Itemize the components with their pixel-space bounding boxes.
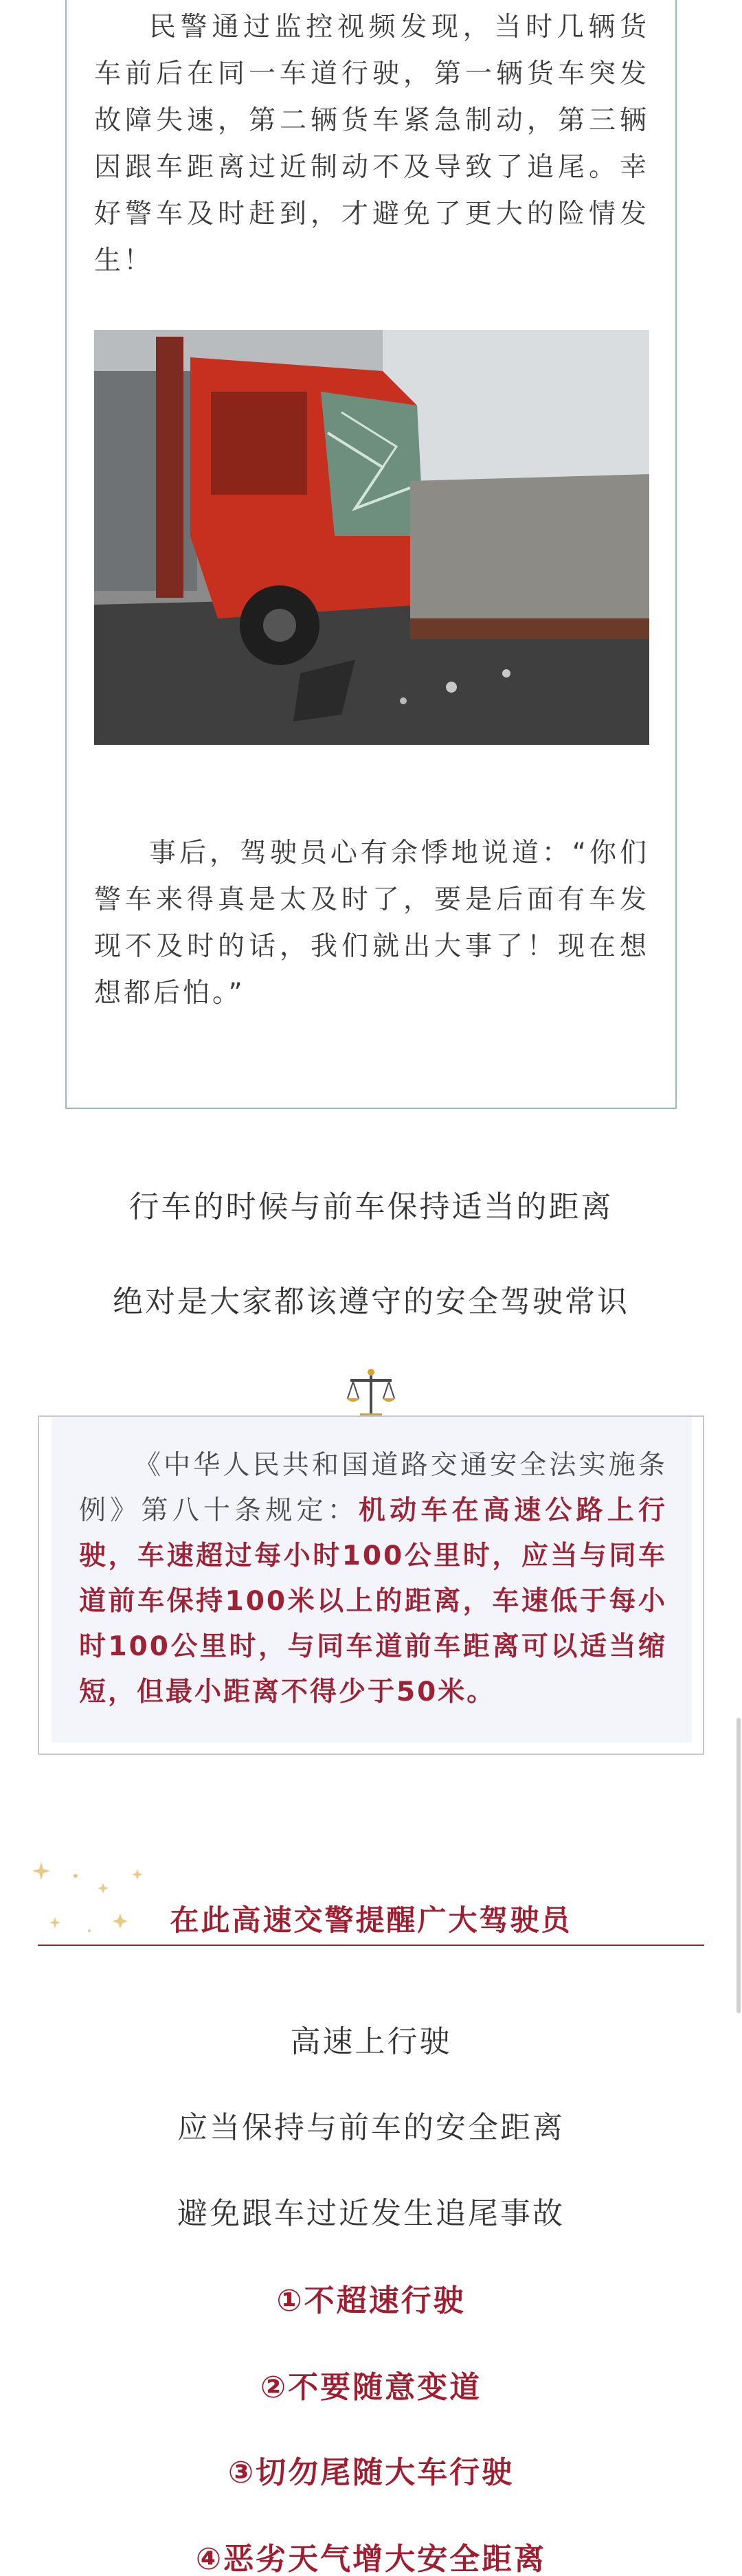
article-box (65, 0, 677, 1109)
article-paragraph-1: 民警通过监控视频发现，当时几辆货车前后在同一车道行驶，第一辆货车突发故障失速，第二辆货车紧急制动，第三辆因跟车距离过近制动不及导致了追尾。幸好警车及时赶到，才避免了更大的险情发生！ (94, 12, 649, 276)
safety-distance-line-1: 行车的时候与前车保持适当的距离 (128, 1189, 614, 1224)
tip-no-random-lane-change: ②不要随意变道 (260, 2370, 482, 2405)
reminder-line-3: 避免跟车过近发生追尾事故 (177, 2196, 565, 2231)
reminder-divider (38, 1945, 704, 1946)
law-notice-inner (52, 1417, 692, 1743)
tip-bad-weather-distance: ④恶劣天气增大安全距离 (195, 2542, 547, 2576)
crashed-truck-photo (94, 330, 649, 745)
tip-no-speeding: ①不超速行驶 (276, 2283, 466, 2318)
tip-no-tailgating-large-vehicles: ③切勿尾随大车行驶 (227, 2455, 515, 2490)
reminder-line-2: 应当保持与前车的安全距离 (177, 2110, 565, 2145)
safety-distance-line-2: 绝对是大家都该遵守的安全驾驶常识 (113, 1284, 629, 1319)
law-notice-text (79, 1443, 667, 1715)
reminder-title: 在此高速交警提醒广大驾驶员 (170, 1903, 572, 1937)
law-prefix: 《中华人民共和国道路交通安全法实施条例》第八十条规定： (79, 1450, 667, 1526)
law-notice-box (38, 1415, 704, 1755)
article-paragraph-2: 事后，驾驶员心有余悸地说道：“你们警车来得真是太及时了，要是后面有车发现不及时的话，我们就出大事了！现在想想都后怕。” (94, 838, 649, 1009)
law-highlight: 机动车在高速公路上行驶，车速超过每小时100公里时，应当与同车道前车保持100米以上的距离，车速低于每小时100公里时，与同车道前车距离可以适当缩短，但最小距离不得少于50米。 (79, 1495, 667, 1707)
scrollbar[interactable] (737, 1718, 741, 2013)
reminder-line-1: 高速上行驶 (290, 2024, 452, 2059)
